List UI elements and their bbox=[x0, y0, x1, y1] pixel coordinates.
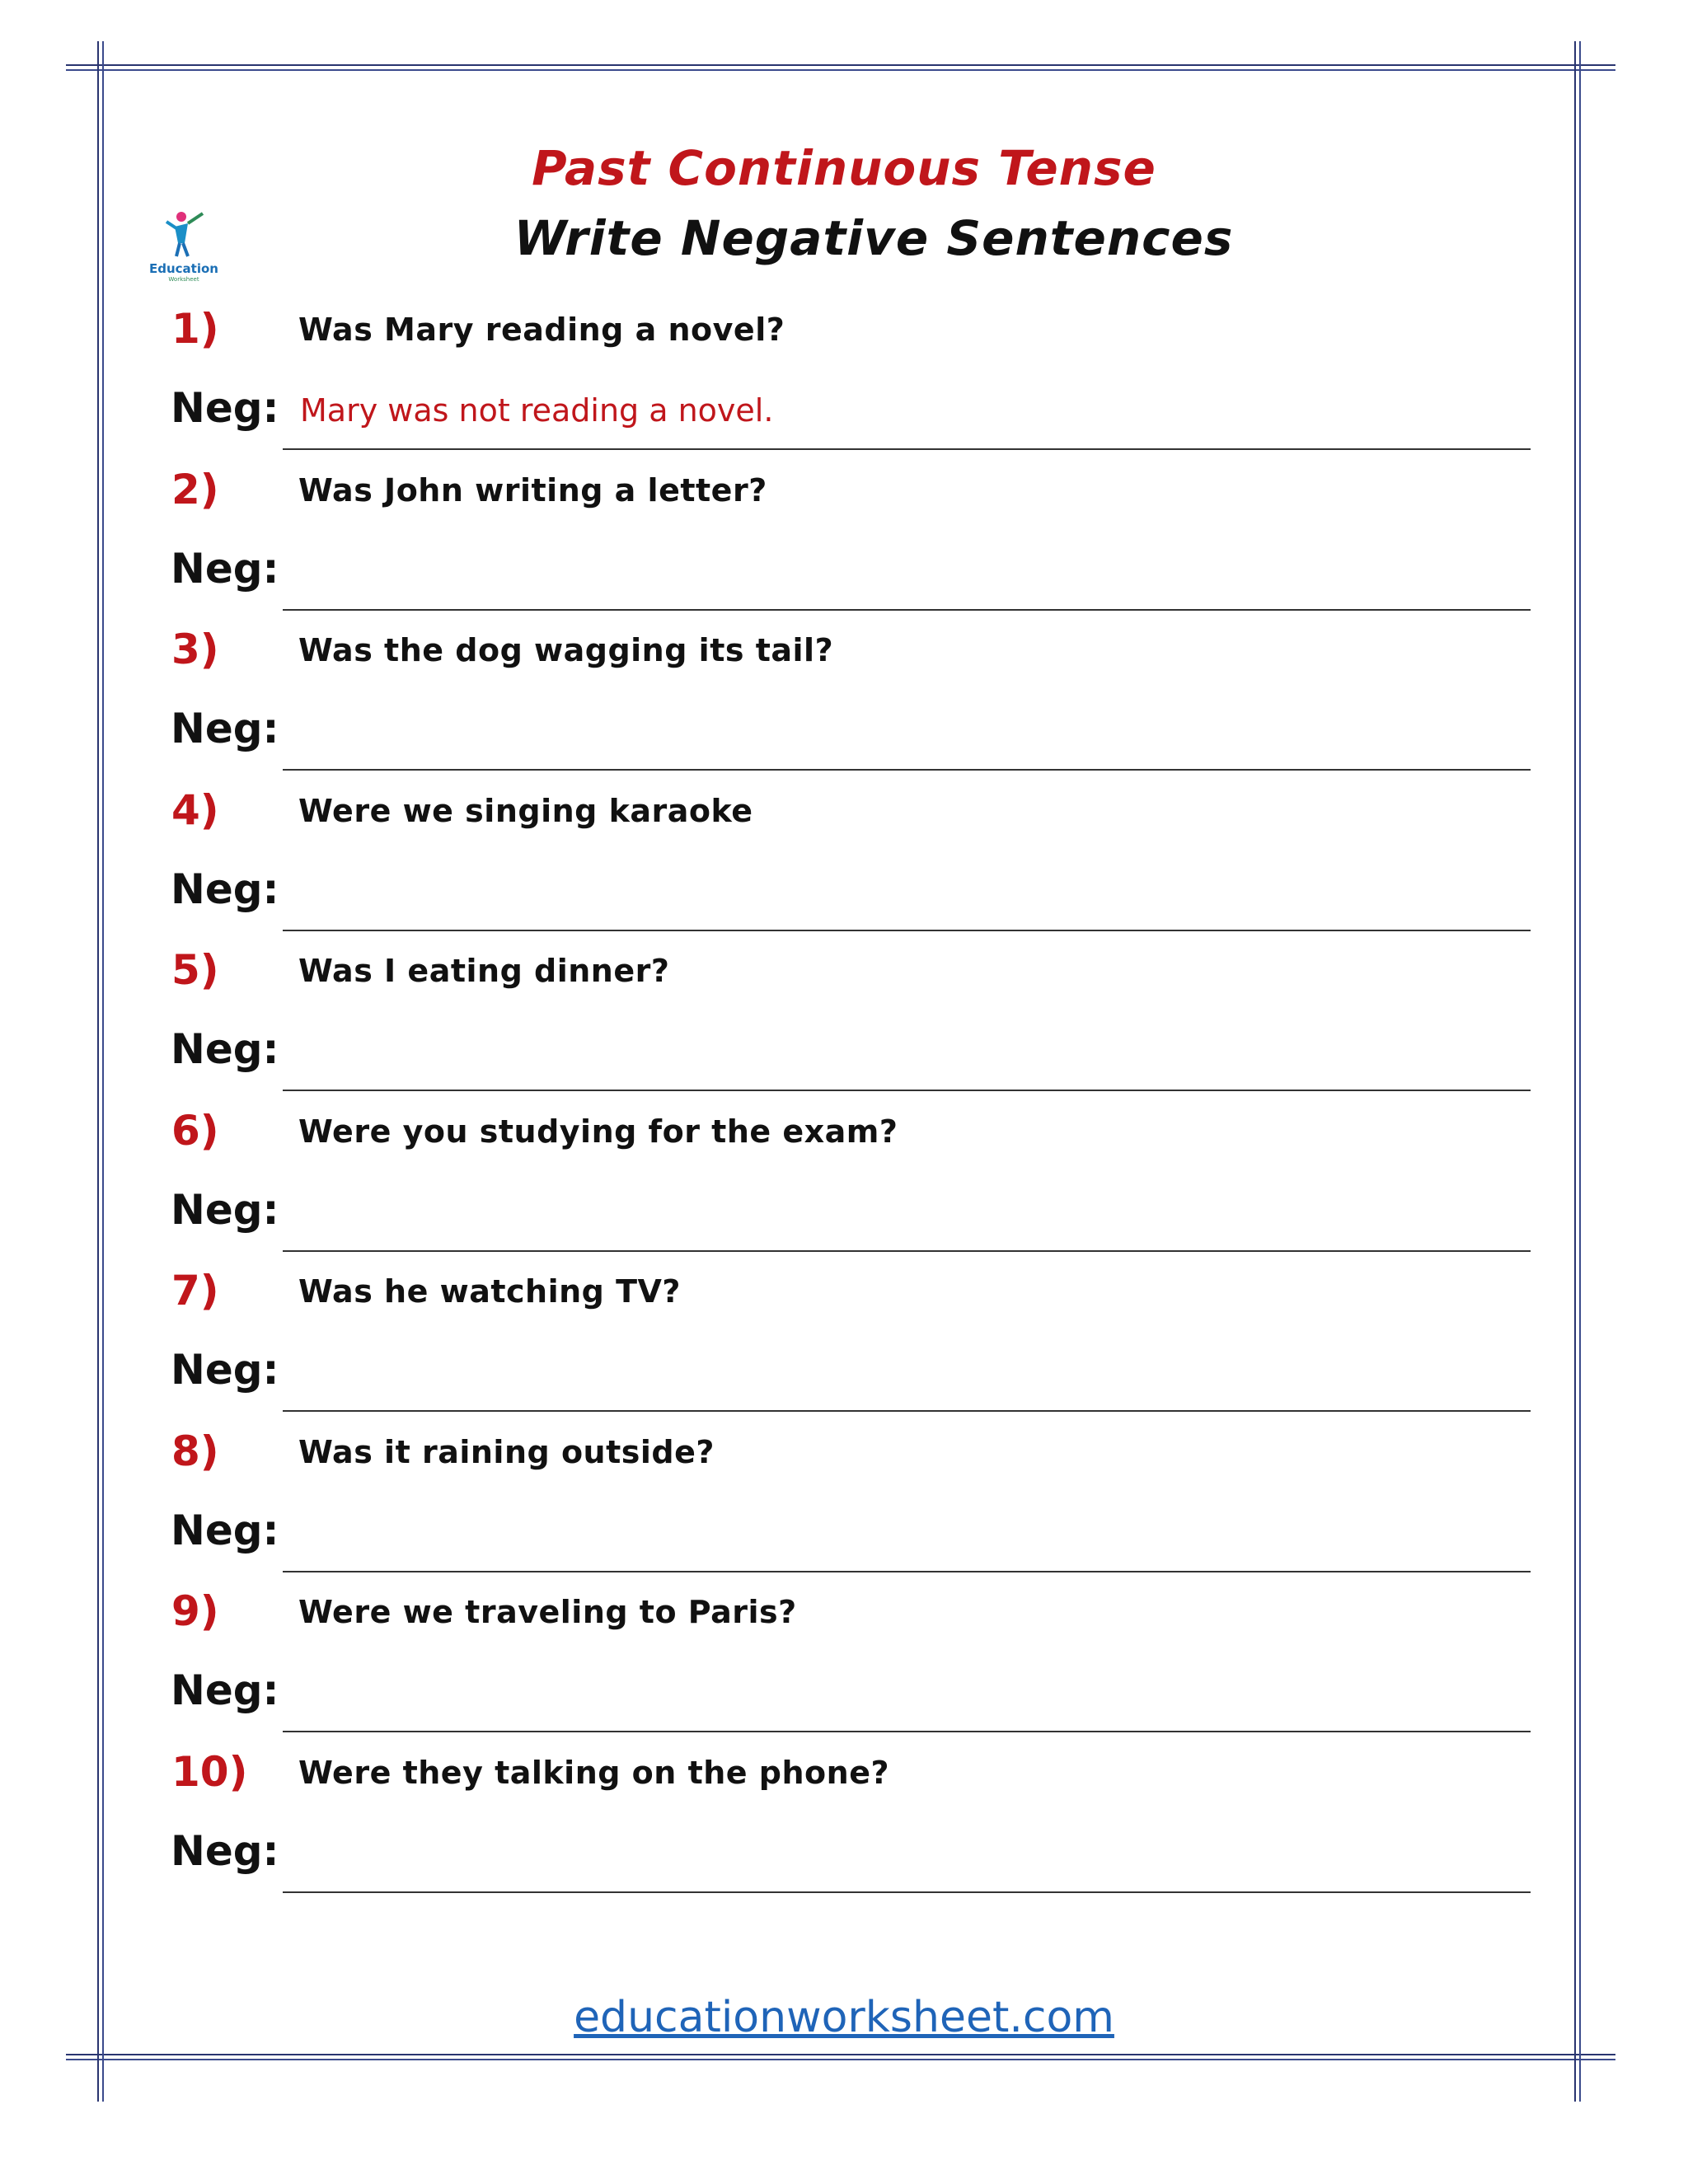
exercise-item bbox=[0, 1267, 1688, 1427]
logo-name: Education bbox=[149, 261, 218, 276]
neg-label: Neg: bbox=[171, 705, 279, 752]
item-question: Was it raining outside? bbox=[298, 1433, 715, 1470]
exercise-item bbox=[0, 305, 1688, 465]
exercise-item bbox=[0, 626, 1688, 785]
exercise-item bbox=[0, 1427, 1688, 1587]
border-top-line-2 bbox=[66, 69, 1615, 71]
item-question: Were they talking on the phone? bbox=[298, 1754, 890, 1791]
answer-line bbox=[283, 1410, 1531, 1412]
item-question: Was I eating dinner? bbox=[298, 953, 670, 989]
item-question: Was John writing a letter? bbox=[298, 471, 767, 509]
item-question: Was he watching TV? bbox=[298, 1273, 681, 1310]
neg-label: Neg: bbox=[171, 1826, 279, 1875]
exercise-item bbox=[0, 1107, 1688, 1267]
neg-label: Neg: bbox=[171, 865, 279, 913]
item-number: 2) bbox=[171, 465, 219, 513]
neg-label: Neg: bbox=[171, 384, 279, 432]
neg-label: Neg: bbox=[171, 544, 279, 593]
footer-link[interactable]: educationworksheet.com bbox=[574, 1993, 1114, 2042]
item-number: 6) bbox=[171, 1106, 219, 1155]
item-number: 8) bbox=[171, 1427, 219, 1475]
logo-tagline: Worksheet bbox=[168, 276, 199, 283]
neg-label: Neg: bbox=[171, 1025, 279, 1073]
item-number: 4) bbox=[171, 785, 219, 834]
answer-line bbox=[283, 448, 1531, 450]
exercise-item bbox=[0, 1748, 1688, 1908]
item-question: Were we traveling to Paris? bbox=[298, 1594, 797, 1630]
neg-label: Neg: bbox=[171, 1666, 279, 1714]
exercise-item bbox=[0, 1587, 1688, 1747]
item-number: 3) bbox=[171, 626, 219, 673]
item-number: 10) bbox=[171, 1747, 248, 1796]
answer-line bbox=[283, 1571, 1531, 1572]
item-number: 7) bbox=[171, 1267, 219, 1315]
answer-line bbox=[283, 1891, 1531, 1893]
border-bottom-line-2 bbox=[66, 2059, 1615, 2060]
answer-line bbox=[283, 1090, 1531, 1091]
border-top-line-1 bbox=[66, 64, 1615, 66]
answer-line bbox=[283, 930, 1531, 931]
answer-line bbox=[283, 1731, 1531, 1732]
item-question: Was the dog wagging its tail? bbox=[298, 632, 834, 668]
neg-label: Neg: bbox=[171, 1185, 279, 1234]
page-subtitle: Write Negative Sentences bbox=[513, 210, 1234, 266]
neg-label: Neg: bbox=[171, 1346, 279, 1394]
item-number: 9) bbox=[171, 1587, 219, 1635]
item-number: 5) bbox=[171, 946, 219, 994]
exercise-item bbox=[0, 786, 1688, 946]
answer-field[interactable]: Mary was not reading a novel. bbox=[300, 392, 774, 429]
answer-line bbox=[283, 609, 1531, 611]
item-question: Was Mary reading a novel? bbox=[298, 312, 785, 348]
exercise-item bbox=[0, 946, 1688, 1106]
item-number: 1) bbox=[171, 305, 219, 353]
neg-label: Neg: bbox=[171, 1506, 279, 1554]
item-question: Were you studying for the exam? bbox=[298, 1113, 898, 1150]
page-title: Past Continuous Tense bbox=[532, 140, 1156, 196]
border-bottom-line-1 bbox=[66, 2054, 1615, 2055]
exercise-item bbox=[0, 466, 1688, 626]
answer-line bbox=[283, 1250, 1531, 1252]
item-question: Were we singing karaoke bbox=[298, 792, 753, 829]
answer-line bbox=[283, 769, 1531, 771]
